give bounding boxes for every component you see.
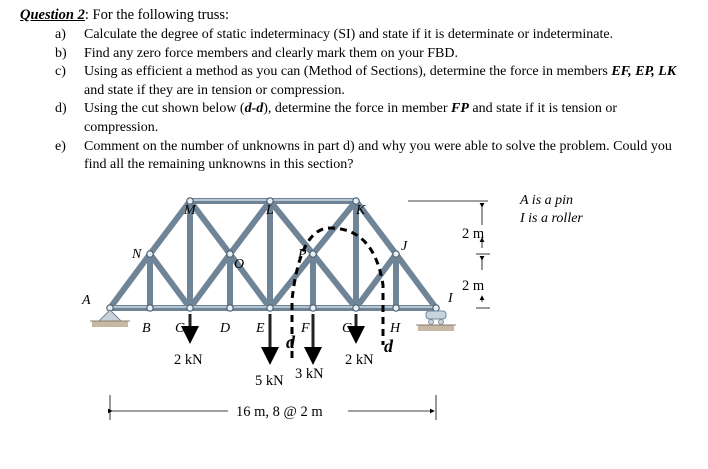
member-gp xyxy=(313,254,356,308)
question-item-text: Using as efficient a method as you can (Method of Sections), determine the force in members xyxy=(84,64,612,80)
pin-note: A is a pin xyxy=(520,193,574,208)
load-label-f: 5 kN xyxy=(255,373,284,389)
label-g: G xyxy=(342,321,353,336)
joint-g xyxy=(353,305,359,311)
label-n: N xyxy=(132,247,142,262)
question-item-text: Find any zero force members and clearly mark them on your FBD. xyxy=(84,45,459,61)
joint-n xyxy=(147,251,153,257)
label-j: J xyxy=(401,239,408,254)
label-f: F xyxy=(301,321,310,336)
label-l: L xyxy=(266,203,274,218)
load-label-h: 2 kN xyxy=(345,352,374,368)
question-item-text: and state if it is tension or compression. xyxy=(84,101,618,135)
label-i: I xyxy=(448,291,453,306)
question-intro: : For the following truss: xyxy=(84,7,230,23)
joint-d xyxy=(227,305,233,311)
question-item-emphasis: d-d xyxy=(244,101,264,117)
label-h: H xyxy=(390,321,401,336)
question-item-text: and state if they are in tension or compression. xyxy=(84,82,345,98)
member-ol xyxy=(230,201,270,254)
label-e: E xyxy=(256,321,265,336)
load-label-g: 3 kN xyxy=(295,366,324,382)
dim-label-span: 16 m, 8 @ 2 m xyxy=(236,404,323,420)
dim-label-upper: 2 m xyxy=(462,226,485,242)
question-item-text: Calculate the degree of static indeterminacy (SI) and state if it is determinate or indeterminate. xyxy=(84,27,614,42)
load-arrows xyxy=(190,314,356,362)
question-item-text: ), determine the force in member xyxy=(263,101,452,117)
joint-h xyxy=(393,305,399,311)
load-label-c: 2 kN xyxy=(174,352,203,368)
joint-e xyxy=(267,305,273,311)
joint-p xyxy=(310,251,316,257)
cut-label-left: d xyxy=(286,332,295,352)
label-a: A xyxy=(82,293,91,308)
roller-support-i xyxy=(416,311,456,331)
question-item-label: d) xyxy=(55,101,67,117)
joint-i xyxy=(433,305,439,311)
question-item-label: a) xyxy=(55,27,66,42)
question-item-label: c) xyxy=(55,64,66,80)
joint-f xyxy=(310,305,316,311)
joint-c xyxy=(187,305,193,311)
load-labels xyxy=(174,352,374,389)
label-d: D xyxy=(220,321,231,336)
label-p: P xyxy=(298,247,307,262)
roller-note: I is a roller xyxy=(520,211,583,226)
label-o: O xyxy=(234,257,245,272)
question-item-label: e) xyxy=(55,138,66,154)
question-item-emphasis: EF, xyxy=(611,64,632,80)
label-k: K xyxy=(356,203,366,218)
dim-label-lower: 2 m xyxy=(462,278,485,294)
question-label: Question 2 xyxy=(20,7,85,23)
member-ji xyxy=(396,254,436,308)
question-item-label: b) xyxy=(55,45,67,61)
label-b: B xyxy=(142,321,151,336)
label-m: M xyxy=(184,203,196,218)
question-item-emphasis: EP, LK xyxy=(635,64,677,80)
member-om xyxy=(190,201,230,254)
joint-o xyxy=(227,251,233,257)
joint-j xyxy=(393,251,399,257)
member-an xyxy=(110,254,150,308)
joint-b xyxy=(147,305,153,311)
question-item-emphasis: FP xyxy=(451,101,469,117)
dimension-labels xyxy=(236,226,485,420)
label-c: C xyxy=(175,321,185,336)
member-cn xyxy=(150,254,190,308)
question-item-text: Comment on the number of unknowns in part d) and why you were able to solve the problem. Could you find all the remaining unknowns in this section? xyxy=(84,138,672,173)
cut-label-right: d xyxy=(384,336,393,356)
member-ep xyxy=(270,254,313,308)
member-co xyxy=(190,254,230,308)
pin-support-a xyxy=(90,310,130,327)
question-item-text: Using the cut shown below ( xyxy=(84,101,245,117)
